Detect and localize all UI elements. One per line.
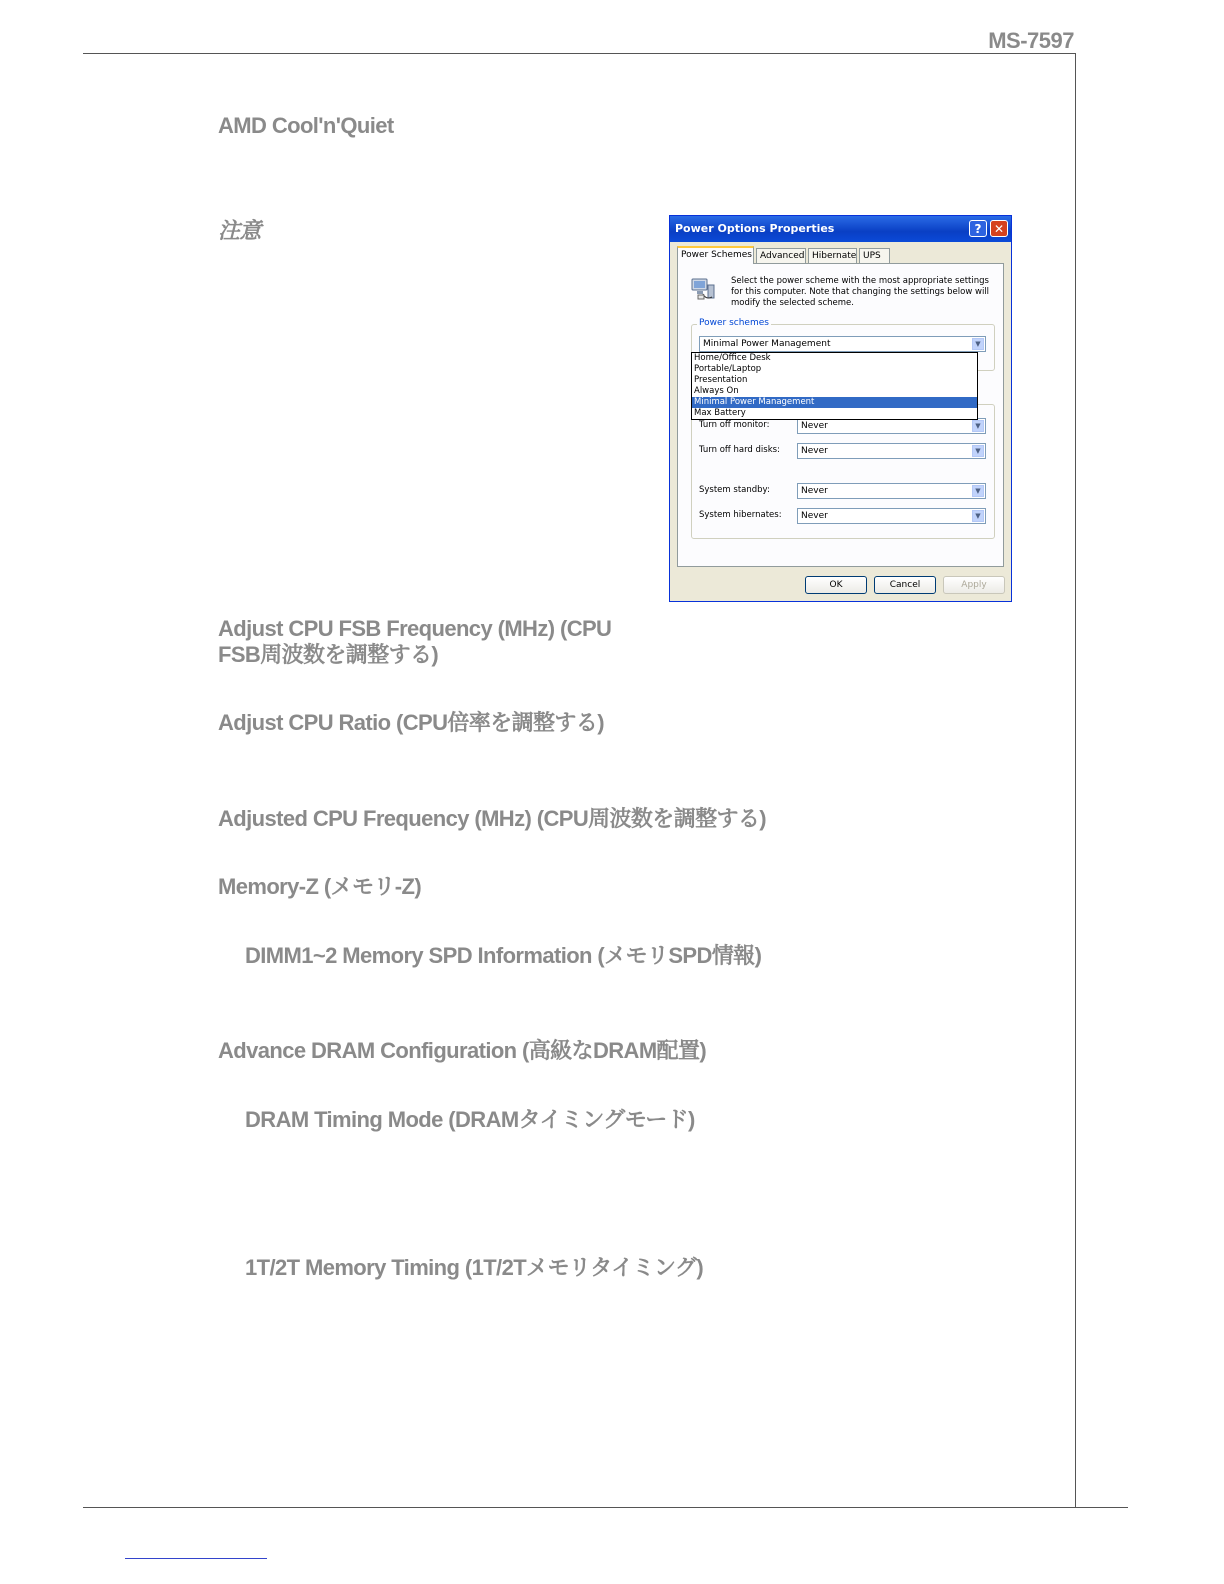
setting-label-monitor: Turn off monitor:	[699, 420, 770, 430]
tab-hibernate[interactable]: Hibernate	[808, 248, 857, 263]
close-button[interactable]: ✕	[990, 220, 1008, 237]
power-schemes-label: Power schemes	[699, 318, 769, 328]
ok-button[interactable]: OK	[805, 576, 867, 594]
standby-timeout-select[interactable]	[797, 483, 986, 499]
tab-ups[interactable]: UPS	[859, 248, 890, 263]
heading-note: 注意	[218, 218, 261, 243]
dialog-description: Select the power scheme with the most appropriate settings for this computer. Note that changing the settings below will modify the selected scheme.	[731, 276, 990, 308]
chevron-down-icon[interactable]: ▼	[972, 445, 984, 457]
heading-dram-timing: DRAM Timing Mode (DRAMタイミングモード)	[245, 1107, 695, 1132]
monitor-timeout-select[interactable]	[797, 418, 986, 434]
chevron-down-icon[interactable]: ▼	[972, 338, 984, 350]
hibernate-timeout-value: Never	[801, 511, 828, 521]
power-options-icon	[690, 276, 718, 302]
footer-rule	[83, 1507, 1128, 1508]
heading-memory-timing: 1T/2T Memory Timing (1T/2Tメモリタイミング)	[245, 1255, 704, 1280]
setting-label-standby: System standby:	[699, 485, 770, 495]
dialog-title: Power Options Properties	[675, 222, 835, 235]
heading-advance-dram: Advance DRAM Configuration (高級なDRAM配置)	[218, 1038, 707, 1063]
power-scheme-select[interactable]	[699, 336, 986, 352]
power-options-dialog	[669, 215, 1012, 602]
scheme-option[interactable]: Portable/Laptop	[694, 364, 762, 374]
heading-fsb-line2: FSB周波数を調整する)	[218, 642, 439, 667]
scheme-option[interactable]: Always On	[694, 386, 739, 396]
heading-adjusted-frequency: Adjusted CPU Frequency (MHz) (CPU周波数を調整する)	[218, 806, 767, 831]
heading-fsb-line1: Adjust CPU FSB Frequency (MHz) (CPU	[218, 616, 612, 641]
standby-timeout-value: Never	[801, 486, 828, 496]
hard-disks-timeout-select[interactable]	[797, 443, 986, 459]
heading-cool-n-quiet: AMD Cool'n'Quiet	[218, 113, 394, 138]
scheme-option[interactable]: Presentation	[694, 375, 748, 385]
chevron-down-icon[interactable]: ▼	[972, 420, 984, 432]
header-rule	[83, 53, 1076, 54]
power-scheme-dropdown-list	[691, 352, 978, 420]
chevron-down-icon[interactable]: ▼	[972, 485, 984, 497]
model-number: MS-7597	[988, 28, 1074, 53]
footer-link-underline[interactable]	[125, 1558, 267, 1559]
help-button[interactable]: ?	[969, 220, 987, 237]
hard-disks-timeout-value: Never	[801, 446, 828, 456]
setting-label-hibernates: System hibernates:	[699, 510, 782, 520]
heading-dimm-spd: DIMM1~2 Memory SPD Information (メモリSPD情報)	[245, 943, 762, 968]
scheme-option[interactable]: Home/Office Desk	[694, 353, 771, 363]
scheme-option[interactable]: Max Battery	[694, 408, 746, 418]
tab-advanced[interactable]: Advanced	[756, 248, 806, 263]
heading-fsb-frequency	[218, 616, 611, 668]
apply-button[interactable]: Apply	[943, 576, 1005, 594]
settings-group	[691, 404, 995, 539]
cancel-button[interactable]: Cancel	[874, 576, 936, 594]
scheme-option-selected[interactable]: Minimal Power Management	[692, 397, 977, 408]
heading-cpu-ratio: Adjust CPU Ratio (CPU倍率を調整する)	[218, 710, 604, 735]
right-margin-rule	[1075, 53, 1076, 1508]
monitor-timeout-value: Never	[801, 421, 828, 431]
tab-power-schemes[interactable]: Power Schemes	[677, 246, 754, 264]
chevron-down-icon[interactable]: ▼	[972, 510, 984, 522]
dialog-titlebar[interactable]	[670, 216, 1011, 242]
setting-label-hard-disks: Turn off hard disks:	[699, 445, 780, 455]
hibernate-timeout-select[interactable]	[797, 508, 986, 524]
heading-memory-z: Memory-Z (メモリ-Z)	[218, 874, 422, 899]
power-scheme-value: Minimal Power Management	[703, 339, 831, 349]
